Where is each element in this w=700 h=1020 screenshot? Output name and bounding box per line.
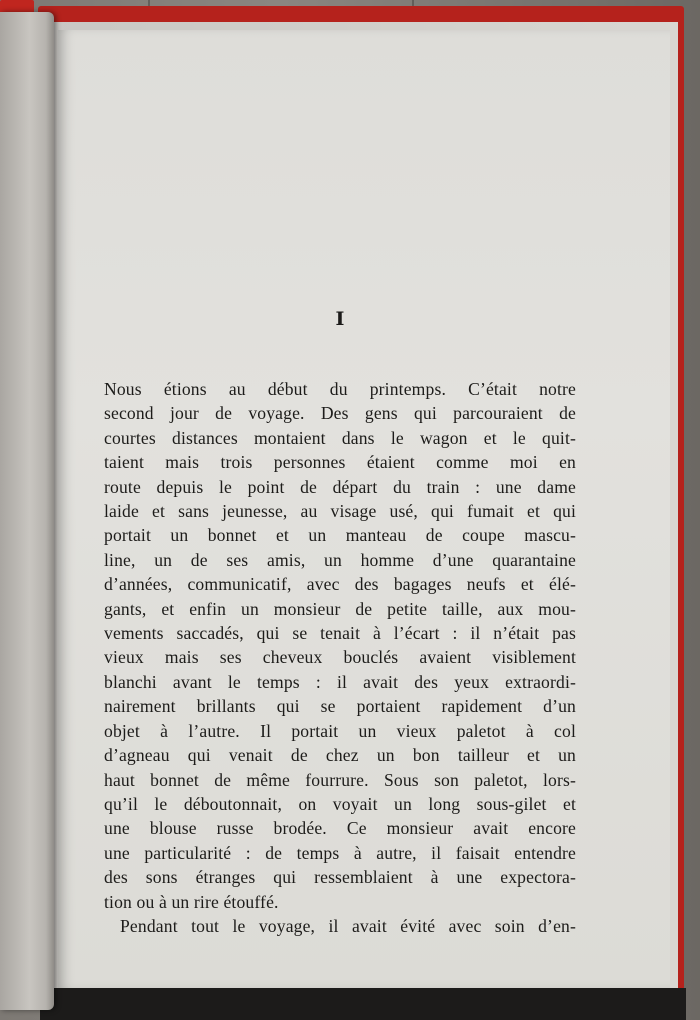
- text-line: portait un bonnet et un manteau de coupe mascu-: [104, 525, 576, 546]
- text-line: vieux mais ses cheveux bouclés avaient visiblement: [104, 647, 576, 668]
- text-line: second jour de voyage. Des gens qui parcouraient de: [104, 403, 576, 424]
- text-line: courtes distances montaient dans le wagon et le quit-: [104, 427, 576, 448]
- chapter-number: I: [335, 308, 345, 330]
- book-bottom-shadow: [40, 988, 686, 1020]
- text-line: nairement brillants qui se portaient rapidement d’un: [104, 696, 576, 717]
- chapter-heading: [58, 308, 612, 330]
- text-line: taient mais trois personnes étaient comme moi en: [104, 452, 576, 473]
- text-line: d’agneau qui venait de chez un bon tailleur et un: [104, 745, 576, 766]
- text-line: Nous étions au début du printemps. C’était notre: [104, 379, 576, 399]
- text-line: haut bonnet de même fourrure. Sous son paletot, lors-: [104, 769, 576, 790]
- text-line: vements saccadés, qui se tenait à l’écart : il n’était pas: [104, 623, 576, 644]
- book-page: [58, 30, 670, 988]
- text-line: qu’il le déboutonnait, on voyait un long sous-gilet et: [104, 793, 576, 814]
- text-line: blanchi avant le temps : il avait des yeux extraordi-: [104, 671, 576, 692]
- text-line: objet à l’autre. Il portait un vieux paletot à col: [104, 720, 576, 741]
- left-page-edge: [0, 12, 54, 1010]
- text-line: gants, et enfin un monsieur de petite taille, aux mou-: [104, 598, 576, 619]
- text-line: une particularité : de temps à autre, il faisait entendre: [104, 842, 576, 863]
- text-line: laide et sans jeunesse, au visage usé, qui fumait et qui: [104, 501, 576, 522]
- text-line: une blouse russe brodée. Ce monsieur avait encore: [104, 818, 576, 839]
- text-line: d’années, communicatif, avec des bagages neufs et élé-: [104, 574, 576, 595]
- text-line: tion ou à un rire étouffé.: [104, 891, 279, 912]
- body-text: [104, 377, 576, 938]
- text-line: Pendant tout le voyage, il avait évité avec soin d’en-: [120, 915, 576, 936]
- text-line: line, un de ses amis, un homme d’une quarantaine: [104, 549, 576, 570]
- text-line: des sons étranges qui ressemblaient à une expectora-: [104, 867, 576, 888]
- text-line: route depuis le point de départ du train : une dame: [104, 476, 576, 497]
